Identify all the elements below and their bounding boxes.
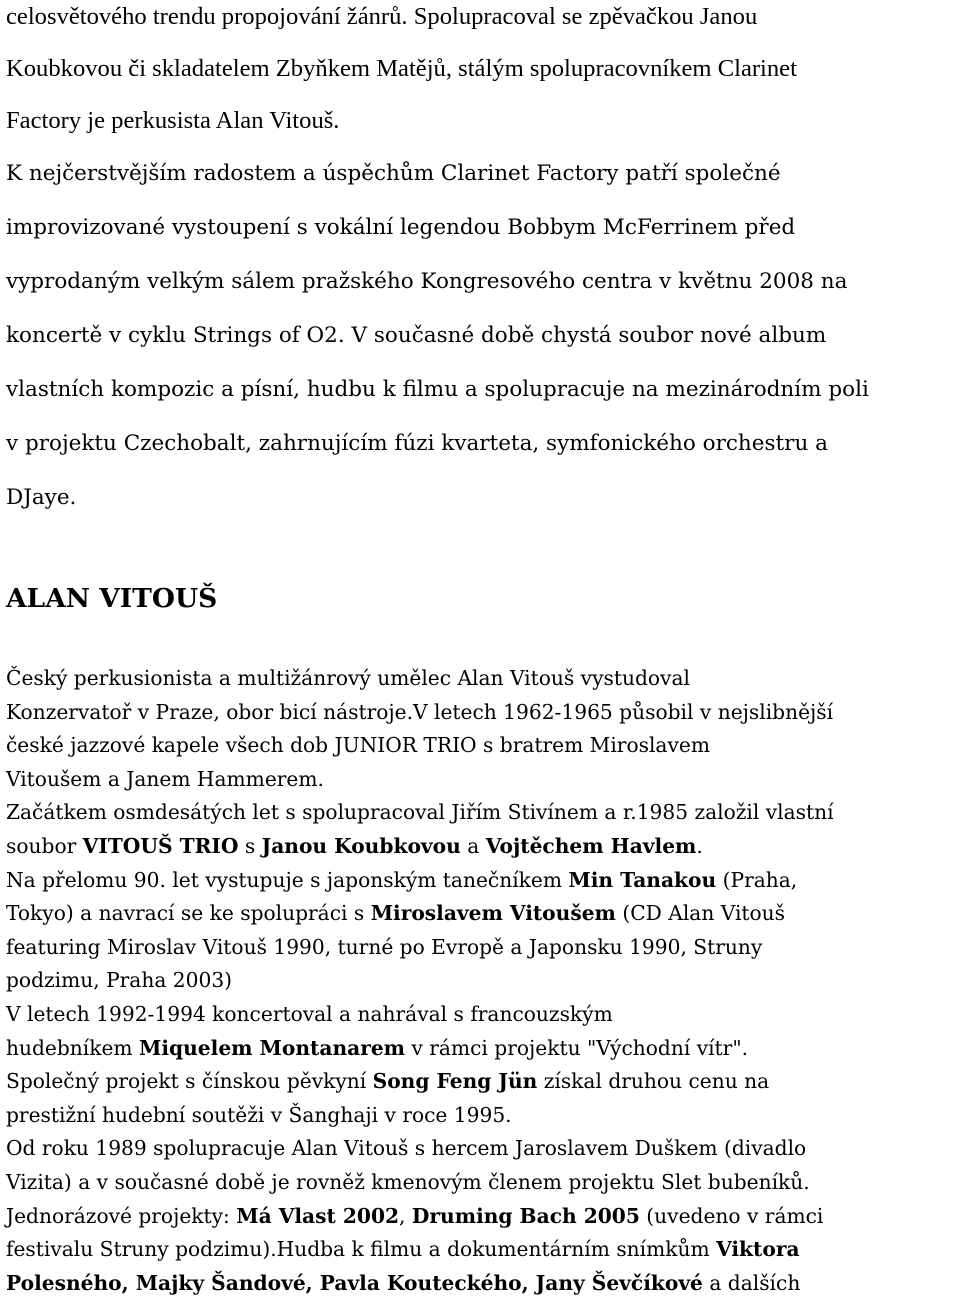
bold-text: Má Vlast 2002	[236, 1203, 400, 1228]
text-line	[6, 1200, 958, 1234]
text-line	[6, 864, 958, 898]
text-line: improvizované vystoupení s vokální legendou Bobbym McFerrinem před	[6, 215, 796, 240]
bold-text: Miroslavem Vitoušem	[370, 901, 616, 926]
text-line: Factory je perkusista Alan Vitouš.	[6, 107, 340, 134]
text-line: Začátkem osmdesátých let s spolupracoval Jiřím Stivínem a r.1985 založil vlastní	[6, 800, 834, 825]
bold-text: Viktora	[716, 1237, 800, 1262]
text-line: Český perkusionista a multižánrový umělec Alan Vitouš vystudoval	[6, 666, 690, 690]
text-run: (Praha,	[716, 867, 798, 892]
text-run: Tokyo) a navrací se ke spolupráci s	[6, 901, 371, 926]
text-line	[6, 1065, 958, 1099]
text-run: hudebníkem	[6, 1035, 139, 1060]
bold-text: Song Feng Jün	[372, 1069, 538, 1094]
text-run: ,	[399, 1203, 412, 1228]
text-line: podzimu, Praha 2003)	[6, 968, 233, 993]
text-line	[6, 1267, 958, 1301]
bold-text: Miquelem Montanarem	[139, 1035, 406, 1060]
text-line	[6, 1233, 958, 1267]
text-run: s	[238, 833, 262, 858]
bold-text: Janou Koubkovou	[261, 833, 461, 858]
text-run: a dalších	[702, 1270, 801, 1295]
text-run: Na přelomu 90. let vystupuje s japonským tanečníkem	[6, 867, 569, 892]
text-line: V letech 1992-1994 koncertoval a nahrával s francouzským	[6, 1001, 613, 1026]
text-line: Vizita) a v současné době je rovněž kmenovým členem projektu Slet bubeníků.	[6, 1169, 810, 1194]
text-line	[6, 830, 958, 864]
success-paragraph	[6, 147, 958, 525]
text-run: soubor	[6, 833, 83, 858]
text-run: (CD Alan Vitouš	[615, 901, 786, 926]
intro-paragraph	[6, 0, 958, 147]
bold-text: Druming Bach 2005	[411, 1203, 640, 1228]
bold-text: Vojtěchem Havlem	[485, 833, 697, 858]
text-run: a	[460, 833, 486, 858]
document-page	[6, 0, 958, 1295]
text-line: prestižní hudební soutěži v Šanghaji v roce 1995.	[6, 1102, 512, 1127]
text-run: v rámci projektu "Východní vítr".	[405, 1035, 749, 1060]
text-line: vyprodaným velkým sálem pražského Kongresového centra v květnu 2008 na	[6, 269, 848, 294]
text-run: .	[696, 833, 703, 858]
text-line: vlastních kompozic a písní, hudbu k filmu a spolupracuje na mezinárodním poli	[6, 377, 869, 402]
bold-text: Polesného, Majky Šandové, Pavla Kouteckého, Jany Ševčíkové	[6, 1270, 703, 1295]
text-line: K nejčerstvějším radostem a úspěchům Clarinet Factory patří společné	[6, 161, 781, 186]
text-run: festivalu Struny podzimu).Hudba k filmu a dokumentárním snímkům	[6, 1237, 717, 1262]
text-run: Jednorázové projekty:	[6, 1203, 237, 1228]
bio-paragraph	[6, 662, 958, 1300]
text-line: v projektu Czechobalt, zahrnujícím fúzi kvarteta, symfonického orchestru a	[6, 431, 828, 456]
text-line: Od roku 1989 spolupracuje Alan Vitouš s hercem Jaroslavem Duškem (divadlo	[6, 1136, 807, 1161]
bold-text: VITOUŠ TRIO	[82, 833, 239, 858]
text-run: Společný projekt s čínskou pěvkyní	[6, 1069, 373, 1094]
text-line: Konzervatoř v Praze, obor bicí nástroje.V letech 1962-1965 působil v nejslibnější	[6, 699, 834, 724]
text-line: Koubkovou či skladatelem Zbyňkem Matějů, stálým spolupracovníkem Clarinet	[6, 55, 797, 82]
text-line: koncertě v cyklu Strings of O2. V současné době chystá soubor nové album	[6, 323, 827, 348]
text-line	[6, 1032, 958, 1066]
text-line: celosvětového trendu propojování žánrů. Spolupracoval se zpěvačkou Janou	[6, 3, 758, 30]
text-run: (uvedeno v rámci	[639, 1203, 824, 1228]
text-line: Vitoušem a Janem Hammerem.	[6, 766, 324, 791]
bold-text: Min Tanakou	[568, 867, 717, 892]
section-heading: ALAN VITOUŠ	[6, 583, 218, 614]
text-line	[6, 897, 958, 931]
text-line: DJaye.	[6, 485, 77, 510]
text-line: featuring Miroslav Vitouš 1990, turné po Evropě a Japonsku 1990, Struny	[6, 934, 763, 959]
text-line: české jazzové kapele všech dob JUNIOR TRIO s bratrem Miroslavem	[6, 733, 710, 758]
text-run: získal druhou cenu na	[537, 1069, 770, 1094]
